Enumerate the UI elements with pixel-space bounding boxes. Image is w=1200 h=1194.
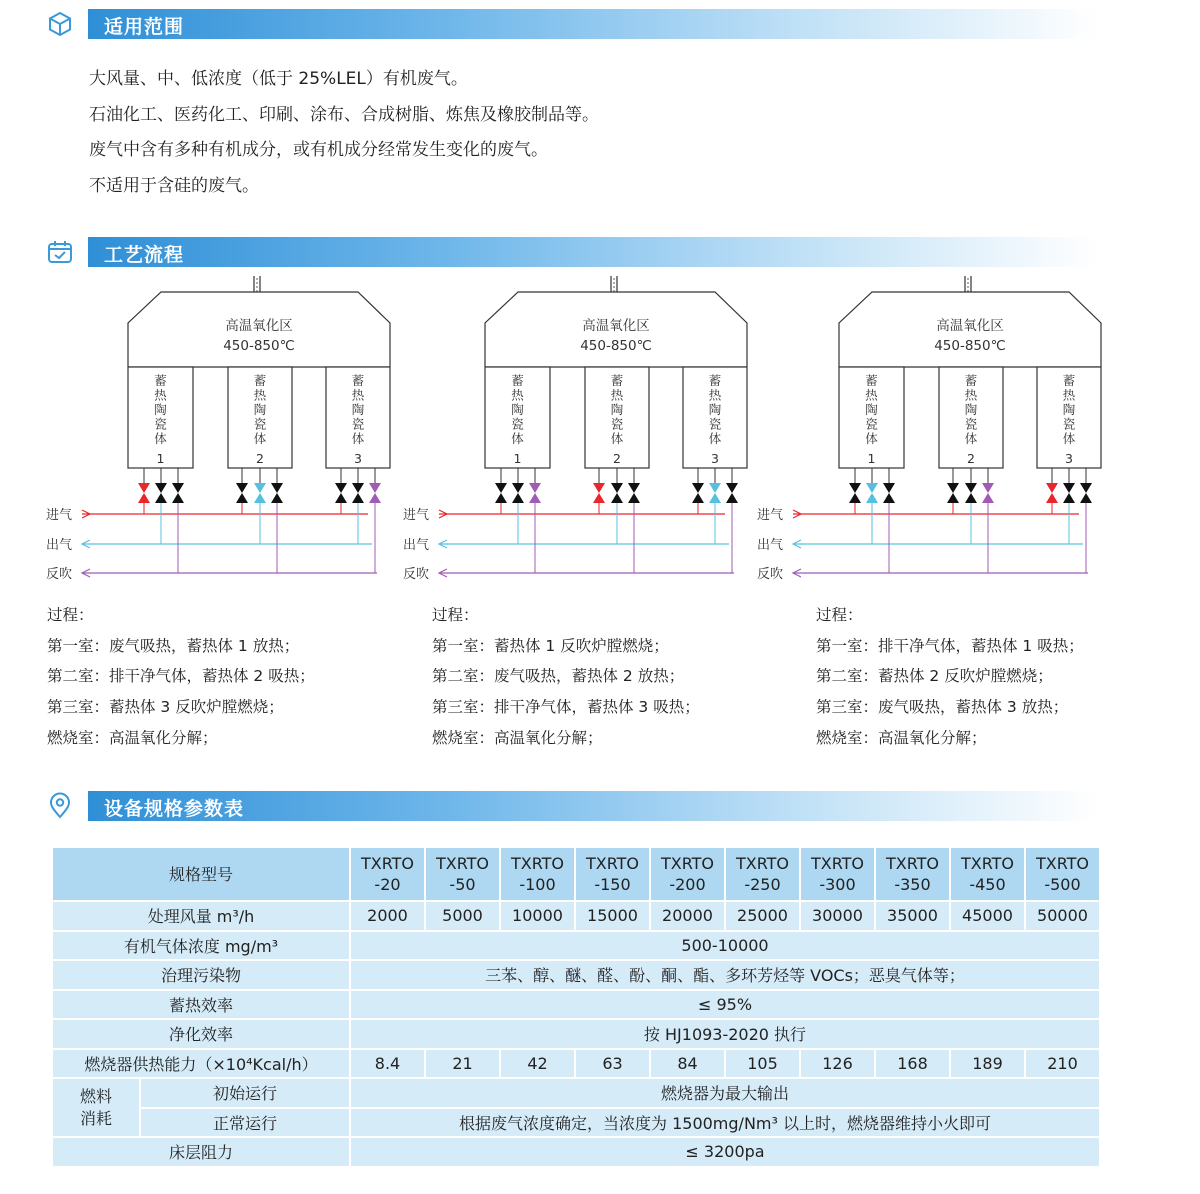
bed-label-char: 热 [610, 387, 624, 403]
table-cell: 21 [425, 1049, 500, 1079]
section-title: 工艺流程 [104, 244, 185, 266]
process-line: 第一室：蓄热体 1 反吹炉膛燃烧； [432, 636, 669, 655]
valve-icon [611, 493, 623, 503]
chamber-label: 高温氧化区 [582, 318, 650, 334]
valve-icon [138, 493, 150, 503]
bed-label-char: 体 [154, 431, 167, 446]
valve-icon [172, 483, 184, 493]
table-row-header: 治理污染物 [52, 960, 350, 990]
process-line: 燃烧室：高温氧化分解； [47, 728, 218, 747]
section-title: 设备规格参数表 [104, 798, 245, 820]
valve-icon [866, 493, 878, 503]
valve-icon [628, 483, 640, 493]
valve-icon [726, 483, 738, 493]
valve-icon [369, 493, 381, 503]
section-bar [88, 9, 1098, 39]
process-line: 燃烧室：高温氧化分解； [432, 728, 603, 747]
bed-label-char: 体 [964, 431, 978, 446]
bed-label-char: 热 [708, 387, 722, 403]
section-header-process [44, 236, 1104, 268]
table-cell: 根据废气浓度确定，当浓度为 1500mg/Nm³ 以上时，燃烧器维持小火即可 [350, 1108, 1100, 1138]
bed-label-char: 蓄 [253, 373, 267, 388]
bed-number: 3 [354, 451, 362, 466]
bed-label-char: 体 [511, 431, 524, 446]
table-row-header: 处理风量 m³/h [52, 901, 350, 931]
chamber-temp: 450-850℃ [580, 338, 652, 354]
table-cell: 84 [650, 1049, 725, 1079]
bed-label-char: 热 [1062, 387, 1076, 403]
rto-diagram-1 [44, 270, 424, 600]
bed-label-char: 蓄 [1062, 373, 1076, 388]
valve-icon [335, 483, 347, 493]
bed-label-char: 陶 [154, 402, 167, 417]
model-cell: TXRTO -100 [500, 847, 575, 901]
chamber-label: 高温氧化区 [225, 318, 293, 334]
model-cell: TXRTO -150 [575, 847, 650, 901]
process-title: 过程： [816, 606, 863, 624]
valve-icon [495, 493, 507, 503]
bed-label-char: 热 [253, 387, 267, 403]
table-row [52, 1137, 1100, 1167]
bed-label-char: 蓄 [708, 373, 722, 388]
bed-number: 1 [513, 451, 522, 466]
bed-label-char: 陶 [964, 402, 978, 417]
table-row-header: 正常运行 [140, 1108, 350, 1138]
bed-number: 1 [156, 451, 165, 466]
chamber-label: 高温氧化区 [936, 318, 1004, 334]
valve-icon [529, 493, 541, 503]
valve-icon [726, 493, 738, 503]
bed-number: 2 [967, 451, 975, 466]
table-row [52, 847, 1100, 901]
process-line: 第一室：排干净气体，蓄热体 1 吸热； [816, 636, 1084, 655]
valve-icon [155, 483, 167, 493]
table-cell: 189 [950, 1049, 1025, 1079]
bed-label-char: 热 [511, 387, 524, 403]
model-cell: TXRTO -50 [425, 847, 500, 901]
valve-icon [271, 483, 283, 493]
scope-item: 石油化工、医药化工、印刷、涂布、合成树脂、炼焦及橡胶制品等。 [89, 104, 599, 125]
chamber-temp: 450-850℃ [934, 338, 1006, 354]
bed-label-char: 陶 [865, 402, 878, 417]
diagram-drawing [401, 270, 784, 600]
bed-label-char: 瓷 [1062, 416, 1076, 432]
valve-icon [236, 493, 248, 503]
process-desc-3 [816, 600, 1084, 754]
inlet-label: 进气 [403, 508, 430, 523]
valve-icon [982, 483, 994, 493]
process-line: 第三室：蓄热体 3 反吹炉膛燃烧； [47, 698, 284, 717]
bed-label-char: 蓄 [154, 373, 167, 388]
table-row [52, 1019, 1100, 1049]
valve-icon [692, 483, 704, 493]
valve-icon [512, 483, 524, 493]
bed-label-char: 陶 [708, 402, 722, 417]
valve-icon [1080, 493, 1092, 503]
table-cell: 30000 [800, 901, 875, 931]
table-cell: 燃烧器为最大输出 [350, 1078, 1100, 1108]
diagram-drawing [44, 270, 424, 600]
model-cell: TXRTO -300 [800, 847, 875, 901]
table-cell: 5000 [425, 901, 500, 931]
valve-icon [335, 493, 347, 503]
bed-label-char: 体 [865, 431, 878, 446]
scope-item: 废气中含有多种有机成分，或有机成分经常发生变化的废气。 [89, 140, 548, 160]
table-cell: 168 [875, 1049, 950, 1079]
valve-icon [1046, 493, 1058, 503]
bed-label-char: 热 [865, 387, 878, 403]
table-cell: 35000 [875, 901, 950, 931]
cube-icon [46, 10, 74, 38]
bed-label-char: 体 [1062, 431, 1076, 446]
valve-icon [849, 493, 861, 503]
valve-icon [965, 483, 977, 493]
diagram-drawing [755, 270, 1135, 600]
section-title: 适用范围 [104, 16, 185, 38]
table-cell: 2000 [350, 901, 425, 931]
bed-label-char: 蓄 [351, 373, 365, 388]
table-cell: 三苯、醇、醚、醛、酚、酮、酯、多环芳烃等 VOCs；恶臭气体等； [350, 960, 1100, 990]
valve-icon [172, 493, 184, 503]
table-row [52, 1108, 1100, 1138]
bed-label-char: 陶 [610, 402, 624, 417]
bed-label-char: 瓷 [865, 416, 878, 432]
model-cell: TXRTO -350 [875, 847, 950, 901]
table-row-header: 初始运行 [140, 1078, 350, 1108]
model-cell: TXRTO -200 [650, 847, 725, 901]
valve-icon [512, 493, 524, 503]
valve-icon [883, 483, 895, 493]
inlet-label: 进气 [757, 508, 784, 523]
rto-diagram-2 [401, 270, 784, 600]
valve-icon [254, 493, 266, 503]
valve-icon [947, 493, 959, 503]
bed-number: 2 [256, 451, 264, 466]
calendar-check-icon [46, 238, 74, 266]
table-row [52, 960, 1100, 990]
process-desc-2 [432, 600, 700, 754]
valve-icon [883, 493, 895, 503]
bed-number: 2 [613, 451, 621, 466]
bed-label-char: 蓄 [964, 373, 978, 388]
bed-label-char: 体 [708, 431, 722, 446]
spec-table [51, 846, 1101, 1168]
table-cell: 25000 [725, 901, 800, 931]
bed-label-char: 蓄 [511, 373, 524, 388]
valve-icon [1080, 483, 1092, 493]
table-cell: 50000 [1025, 901, 1100, 931]
table-cell: 105 [725, 1049, 800, 1079]
bed-label-char: 体 [253, 431, 267, 446]
bed-label-char: 瓷 [964, 416, 978, 432]
bed-label-char: 陶 [351, 402, 365, 417]
valve-icon [947, 483, 959, 493]
bed-label-char: 瓷 [351, 416, 365, 432]
valve-icon [1046, 483, 1058, 493]
bed-label-char: 热 [351, 387, 365, 403]
valve-icon [611, 483, 623, 493]
scope-item: 不适用于含硅的废气。 [89, 175, 259, 196]
table-cell: 8.4 [350, 1049, 425, 1079]
section-header-specs [44, 790, 1104, 822]
bed-label-char: 热 [964, 387, 978, 403]
scope-list [89, 62, 599, 204]
table-row-header: 蓄热效率 [52, 990, 350, 1020]
valve-icon [529, 483, 541, 493]
bed-label-char: 瓷 [708, 416, 722, 432]
bed-label-char: 体 [610, 431, 624, 446]
model-cell: TXRTO -20 [350, 847, 425, 901]
valve-icon [593, 483, 605, 493]
table-cell: 63 [575, 1049, 650, 1079]
model-cell: TXRTO -500 [1025, 847, 1100, 901]
valve-icon [692, 493, 704, 503]
section-bar [88, 237, 1098, 267]
model-cell: TXRTO -250 [725, 847, 800, 901]
process-line: 燃烧室：高温氧化分解； [816, 728, 987, 747]
process-line: 第二室：排干净气体，蓄热体 2 吸热； [47, 667, 315, 686]
valve-icon [352, 493, 364, 503]
valve-icon [628, 493, 640, 503]
process-title: 过程： [432, 606, 479, 624]
purge-label: 反吹 [403, 567, 430, 582]
table-cell: ≤ 95% [350, 990, 1100, 1020]
table-row-header: 规格型号 [52, 847, 350, 901]
bed-label-char: 瓷 [154, 416, 167, 432]
table-row-header: 有机气体浓度 mg/m³ [52, 931, 350, 961]
valve-icon [495, 483, 507, 493]
scope-item: 大风量、中、低浓度（低于 25%LEL）有机废气。 [89, 69, 468, 89]
location-pin-icon [46, 792, 74, 820]
table-cell: ≤ 3200pa [350, 1137, 1100, 1167]
table-cell: 15000 [575, 901, 650, 931]
table-row-header: 净化效率 [52, 1019, 350, 1049]
table-row [52, 990, 1100, 1020]
table-row [52, 1049, 1100, 1079]
valve-icon [155, 493, 167, 503]
valve-icon [369, 483, 381, 493]
bed-label-char: 瓷 [610, 416, 624, 432]
process-line: 第三室：废气吸热，蓄热体 3 放热； [816, 698, 1069, 717]
table-cell: 按 HJ1093-2020 执行 [350, 1019, 1100, 1049]
table-cell: 126 [800, 1049, 875, 1079]
bed-number: 3 [711, 451, 719, 466]
valve-icon [866, 483, 878, 493]
valve-icon [965, 493, 977, 503]
table-row-header: 床层阻力 [52, 1137, 350, 1167]
bed-label-char: 蓄 [865, 373, 878, 388]
table-cell: 10000 [500, 901, 575, 931]
valve-icon [709, 483, 721, 493]
process-line: 第二室：蓄热体 2 反吹炉膛燃烧； [816, 667, 1053, 686]
valve-icon [352, 483, 364, 493]
fuel-label-cell: 燃料 消耗 [52, 1078, 140, 1137]
table-cell: 42 [500, 1049, 575, 1079]
outlet-label: 出气 [46, 538, 73, 553]
bed-label-char: 热 [154, 387, 167, 403]
valve-icon [982, 493, 994, 503]
table-row [52, 1078, 1100, 1108]
bed-label-char: 蓄 [610, 373, 624, 388]
valve-icon [1063, 493, 1075, 503]
process-line: 第三室：排干净气体，蓄热体 3 吸热； [432, 698, 700, 717]
valve-icon [236, 483, 248, 493]
bed-label-char: 陶 [511, 402, 524, 417]
valve-icon [1063, 483, 1075, 493]
process-title: 过程： [47, 606, 94, 624]
outlet-label: 出气 [757, 538, 784, 553]
table-row [52, 901, 1100, 931]
model-cell: TXRTO -450 [950, 847, 1025, 901]
table-cell: 20000 [650, 901, 725, 931]
purge-label: 反吹 [757, 567, 784, 582]
table-cell: 500-10000 [350, 931, 1100, 961]
valve-icon [138, 483, 150, 493]
bed-label-char: 陶 [253, 402, 267, 417]
bed-label-char: 瓷 [511, 416, 524, 432]
process-desc-1 [47, 600, 315, 754]
table-row [52, 931, 1100, 961]
table-cell: 210 [1025, 1049, 1100, 1079]
purge-label: 反吹 [46, 567, 73, 582]
bed-label-char: 瓷 [253, 416, 267, 432]
outlet-label: 出气 [403, 538, 430, 553]
bed-label-char: 陶 [1062, 402, 1076, 417]
bed-label-char: 体 [351, 431, 365, 446]
valve-icon [849, 483, 861, 493]
valve-icon [593, 493, 605, 503]
valve-icon [254, 483, 266, 493]
rto-diagram-3 [755, 270, 1135, 600]
valve-icon [271, 493, 283, 503]
table-cell: 45000 [950, 901, 1025, 931]
table-row-header: 燃烧器供热能力（×10⁴Kcal/h） [52, 1049, 350, 1079]
bed-number: 1 [867, 451, 876, 466]
bed-number: 3 [1065, 451, 1073, 466]
inlet-label: 进气 [46, 508, 73, 523]
process-line: 第二室：废气吸热，蓄热体 2 放热； [432, 667, 685, 686]
process-line: 第一室：废气吸热，蓄热体 1 放热； [47, 636, 300, 655]
valve-icon [709, 493, 721, 503]
chamber-temp: 450-850℃ [223, 338, 295, 354]
section-header-scope [44, 8, 1104, 40]
